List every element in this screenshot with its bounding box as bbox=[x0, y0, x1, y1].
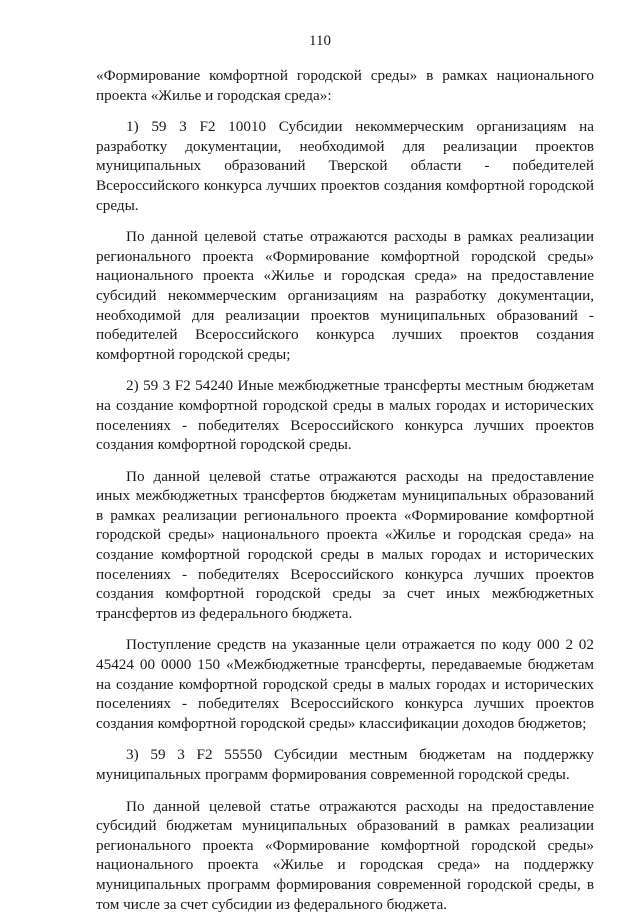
paragraph-item-1-description: По данной целевой статье отражаются расходы в рамках реализации регионального проекта «Формирование комфортной городской среды» национального проекта «Жилье и городская среда» на предоставление субсидий некоммерческим организациям на разработку документации, необходимой для реализации проектов муниципальных образований - победителей Всероссийского конкурса лучших проектов создания комфортной городской среды; bbox=[96, 228, 594, 363]
paragraph-item-2-description: По данной целевой статье отражаются расходы на предоставление иных межбюджетных трансфертов бюджетам муниципальных образований в рамках реализации регионального проекта «Формирование комфортной городской среды» национального проекта «Жилье и городская среда» на создание комфортной городской среды в малых городах и исторических поселениях - победителях Всероссийского конкурса лучших проектов создания комфортной городской среды за счет иных межбюджетных трансфертов из федерального бюджета. bbox=[96, 467, 594, 622]
paragraph-item-1-heading: 1) 59 3 F2 10010 Субсидии некоммерческим организациям на разработку документации, необходимой для реализации проектов муниципальных образований Тверской области - победителей Всероссийского конкурса лучших проектов создания комфортной городской среды. bbox=[96, 118, 594, 214]
paragraph-item-2-revenue-code: Поступление средств на указанные цели отражается по коду 000 2 02 45424 00 0000 150 «Межбюджетные трансферты, передаваемые бюджетам на создание комфортной городской среды в малых городах и исторических поселениях - победителях Всероссийского конкурса лучших проектов создания комфортной городской среды» классификации доходов бюджетов; bbox=[96, 636, 594, 732]
paragraph-intro-continuation: «Формирование комфортной городской среды» в рамках национального проекта «Жилье и городская среда»: bbox=[96, 67, 594, 104]
paragraph-item-3-heading: 3) 59 3 F2 55550 Субсидии местным бюджетам на поддержку муниципальных программ формирования современной городской среды. bbox=[96, 746, 594, 783]
document-body bbox=[96, 66, 594, 914]
paragraph-item-3-description: По данной целевой статье отражаются расходы на предоставление субсидий бюджетам муниципальных образований в рамках реализации регионального проекта «Формирование комфортной городской среды» национального проекта «Жилье и городская среда» на поддержку муниципальных программ формирования современной городской среды, в том числе за счет субсидии из федерального бюджета. bbox=[96, 797, 594, 913]
page-number: 110 bbox=[309, 33, 331, 49]
paragraph-item-2-heading: 2) 59 3 F2 54240 Иные межбюджетные трансферты местным бюджетам на создание комфортной городской среды в малых городах и исторических поселениях - победителях Всероссийского конкурса лучших проектов создания комфортной городской среды. bbox=[96, 377, 594, 454]
